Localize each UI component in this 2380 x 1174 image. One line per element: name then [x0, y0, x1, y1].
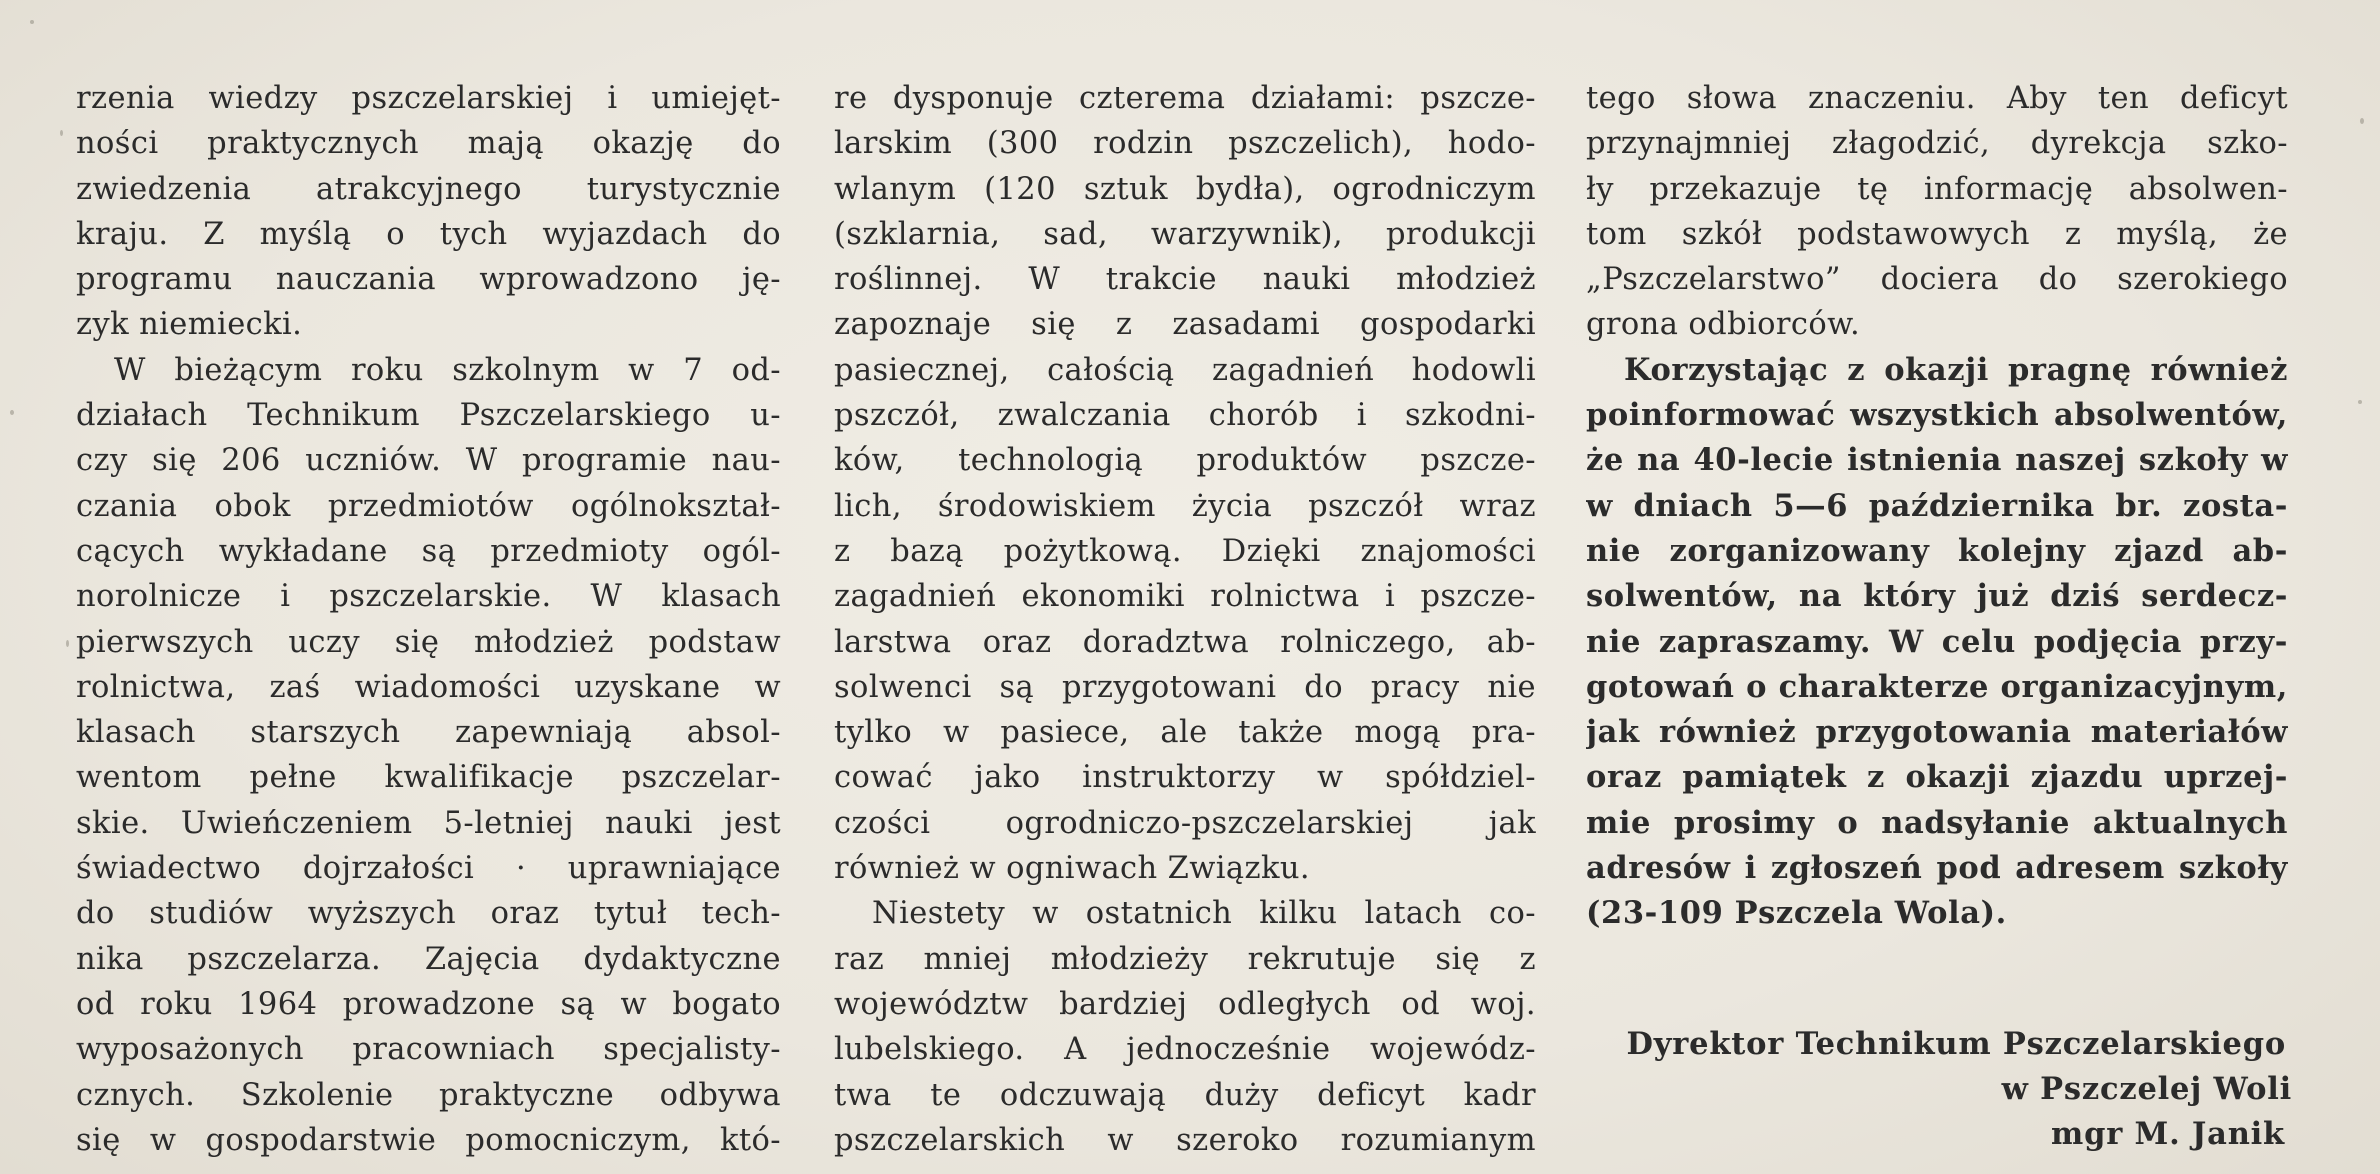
- announcement-line: gotowań o charakterze organizacyjnym,: [1586, 668, 2288, 705]
- text-line: się w gospodarstwie pomocniczym, któ-: [76, 1122, 781, 1158]
- text-line: zapoznaje się z zasadami gospodarki: [834, 307, 1536, 343]
- text-line: pierwszych uczy się młodzież podstaw: [76, 624, 781, 660]
- text-line: świadectwo dojrzałości · uprawniające: [76, 851, 781, 887]
- text-line: lubelskiego. A jednocześnie wojewódz-: [834, 1032, 1536, 1068]
- text-line: norolnicze i pszczelarskie. W klasach: [76, 579, 781, 615]
- signature-title: Dyrektor Technikum Pszczelarskiego: [1626, 1026, 2286, 1062]
- text-line: tylko w pasiece, ale także mogą pra-: [834, 715, 1536, 751]
- text-line: czości ogrodniczo-pszczelarskiej jak: [834, 805, 1536, 841]
- signature-name: mgr M. Janik: [2051, 1116, 2285, 1152]
- announcement-line: w dniach 5—6 października br. zosta-: [1586, 487, 2288, 524]
- text-column-2: [834, 76, 1536, 1163]
- text-line: pszczół, zwalczania chorób i szkodni-: [834, 398, 1536, 434]
- text-line: tego słowa znaczeniu. Aby ten deficyt: [1586, 81, 2288, 116]
- text-line: czania obok przedmiotów ogólnokształ-: [76, 488, 781, 524]
- text-line: do studiów wyższych oraz tytuł tech-: [76, 896, 781, 932]
- signature-place: w Pszczelej Woli: [2001, 1071, 2292, 1107]
- paragraph-start: W bieżącym roku szkolnym w 7 od-: [114, 352, 781, 388]
- announcement-line: adresów i zgłoszeń pod adresem szkoły: [1586, 850, 2288, 887]
- text-line: przynajmniej złagodzić, dyrekcja szko-: [1586, 126, 2288, 162]
- text-line: nika pszczelarza. Zajęcia dydaktyczne: [76, 941, 781, 977]
- text-line: pszczelarskich w szeroko rozumianym: [834, 1122, 1536, 1158]
- text-line: larskim (300 rodzin pszczelich), hodo-: [834, 126, 1536, 162]
- scan-speck: [2360, 118, 2364, 124]
- text-line: ności praktycznych mają okazję do: [76, 126, 781, 162]
- text-column-1: [76, 76, 781, 1163]
- text-line: działach Technikum Pszczelarskiego u-: [76, 398, 781, 434]
- text-line: wlanym (120 sztuk bydła), ogrodniczym: [834, 171, 1536, 207]
- text-line: zagadnień ekonomiki rolnictwa i pszcze-: [834, 579, 1536, 615]
- text-line: grona odbiorców.: [1586, 307, 1861, 343]
- text-line: tom szkół podstawowych z myślą, że: [1586, 216, 2288, 252]
- text-line: lich, środowiskiem życia pszczół wraz: [834, 488, 1536, 524]
- text-line: zwiedzenia atrakcyjnego turystycznie: [76, 171, 781, 207]
- announcement-line: poinformować wszystkich absolwentów,: [1586, 397, 2288, 434]
- announcement-start: Korzystając z okazji pragnę również: [1624, 351, 2288, 388]
- text-line: cować jako instruktorzy w spółdziel-: [834, 760, 1536, 796]
- text-line: skie. Uwieńczeniem 5-letniej nauki jest: [76, 805, 781, 841]
- text-line: pasiecznej, całością zagadnień hodowli: [834, 352, 1536, 388]
- text-line: kraju. Z myślą o tych wyjazdach do: [76, 216, 781, 252]
- text-line: twa te odczuwają duży deficyt kadr: [834, 1077, 1536, 1113]
- scan-speck: [60, 130, 63, 136]
- announcement-line: oraz pamiątek z okazji zjazdu uprzej-: [1586, 759, 2288, 796]
- text-line: wentom pełne kwalifikacje pszczelar-: [76, 760, 781, 796]
- announcement-line: jak również przygotowania materiałów: [1586, 714, 2288, 751]
- text-line: larstwa oraz doradztwa rolniczego, ab-: [834, 624, 1536, 660]
- announcement-line: (23-109 Pszczela Wola).: [1586, 895, 2007, 932]
- text-line: cących wykładane są przedmioty ogól-: [76, 533, 781, 569]
- announcement-line: nie zapraszamy. W celu podjęcia przy-: [1586, 623, 2288, 660]
- text-line: ły przekazuje tę informację absolwen-: [1586, 171, 2288, 207]
- text-line: klasach starszych zapewniają absol-: [76, 715, 781, 751]
- text-line: wyposażonych pracowniach specjalisty-: [76, 1032, 781, 1068]
- text-line: (szklarnia, sad, warzywnik), produkcji: [834, 216, 1536, 252]
- text-line: rzenia wiedzy pszczelarskiej i umiejęt-: [76, 81, 781, 116]
- text-line: roślinnej. W trakcie nauki młodzież: [834, 262, 1536, 298]
- announcement-line: że na 40-lecie istnienia naszej szkoły w: [1586, 442, 2288, 479]
- scan-speck: [66, 640, 69, 647]
- text-line: ków, technologią produktów pszcze-: [834, 443, 1536, 479]
- text-line: raz mniej młodzieży rekrutuje się z: [834, 941, 1536, 977]
- scan-speck: [30, 20, 34, 24]
- text-line: zyk niemiecki.: [76, 307, 303, 343]
- announcement-line: mie prosimy o nadsyłanie aktualnych: [1586, 804, 2288, 841]
- text-column-3: [1586, 76, 2288, 937]
- announcement-line: nie zorganizowany kolejny zjazd ab-: [1586, 532, 2288, 569]
- text-line: województw bardziej odległych od woj.: [834, 986, 1536, 1022]
- scan-speck: [2358, 400, 2362, 404]
- text-line: czy się 206 uczniów. W programie nau-: [76, 443, 781, 479]
- scan-speck: [10, 410, 14, 415]
- text-line: „Pszczelarstwo” dociera do szerokiego: [1586, 262, 2288, 298]
- text-line: rolnictwa, zaś wiadomości uzyskane w: [76, 669, 781, 705]
- text-line: również w ogniwach Związku.: [834, 851, 1310, 887]
- text-line: z bazą pożytkową. Dzięki znajomości: [834, 533, 1536, 569]
- announcement-line: solwentów, na który już dziś serdecz-: [1586, 578, 2288, 615]
- text-line: programu nauczania wprowadzono ję-: [76, 262, 781, 298]
- text-line: cznych. Szkolenie praktyczne odbywa: [76, 1077, 781, 1113]
- text-line: od roku 1964 prowadzone są w bogato: [76, 986, 781, 1022]
- text-line: solwenci są przygotowani do pracy nie: [834, 669, 1536, 705]
- paragraph-start: Niestety w ostatnich kilku latach co-: [872, 896, 1536, 932]
- text-line: re dysponuje czterema działami: pszcze-: [834, 81, 1536, 116]
